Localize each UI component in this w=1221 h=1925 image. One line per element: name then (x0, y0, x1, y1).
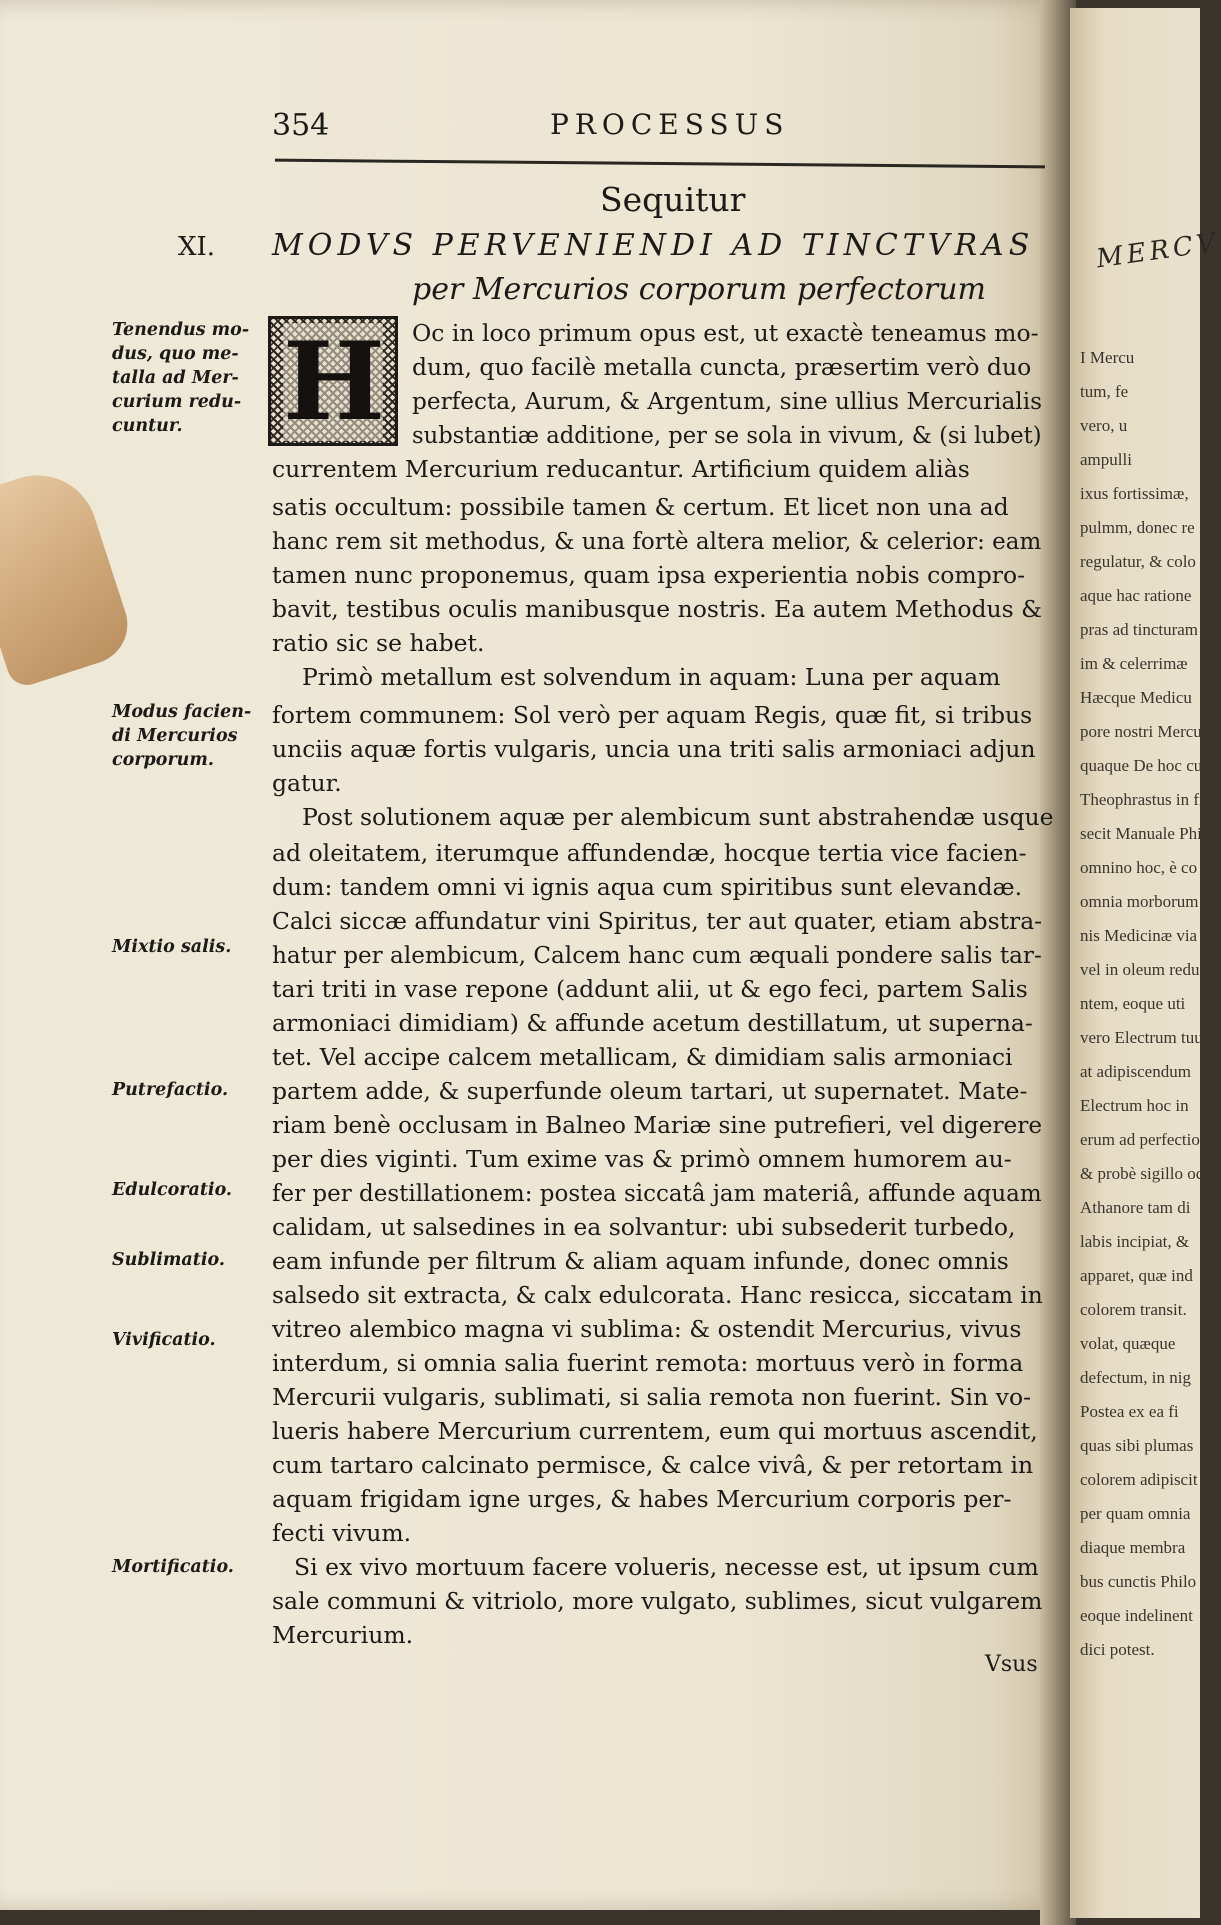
facing-page-line: defectum, in nig (1080, 1368, 1191, 1387)
margin-note-line: Vivificatio. (112, 1330, 216, 1350)
body-line: aquam frigidam igne urges, & habes Mercurium corporis per- (272, 1485, 1012, 1513)
section-kicker: Sequitur (600, 180, 746, 219)
facing-page-line: dici potest. (1080, 1640, 1155, 1659)
facing-page-line: I Mercu (1080, 348, 1135, 367)
body-line: currentem Mercurium reducantur. Artificium quidem aliàs (272, 455, 970, 483)
facing-page-line: Electrum hoc in (1080, 1096, 1189, 1115)
margin-note-line: Edulcoratio. (112, 1180, 233, 1200)
facing-page-line: omnino hoc, è co (1080, 858, 1198, 877)
body-line: Mercurii vulgaris, sublimati, si salia remota non fuerint. Sin vo- (272, 1383, 1032, 1411)
margin-note-line: talla ad Mer- (112, 368, 239, 388)
section-subtitle: per Mercurios corporum perfectorum (412, 272, 986, 307)
body-line: Oc in loco primum opus est, ut exactè teneamus mo- (412, 319, 1039, 347)
margin-note-line: dus, quo me- (112, 344, 239, 364)
body-line: bavit, testibus oculis manibusque nostris. Ea autem Methodus & (272, 595, 1043, 623)
facing-page-line: quaque De hoc cu (1080, 756, 1203, 775)
body-line: per dies viginti. Tum exime vas & primò omnem humorem au- (272, 1145, 1012, 1173)
margin-note-line: corporum. (112, 750, 215, 770)
body-line: ad oleitatem, iterumque affundendæ, hocque tertia vice facien- (272, 839, 1027, 867)
body-line: salsedo sit extracta, & calx edulcorata. Hanc resicca, siccatam in (272, 1281, 1043, 1309)
body-line: substantiæ additione, per se sola in vivum, & (si lubet) (412, 421, 1042, 449)
margin-note (112, 1178, 267, 1202)
body-line: dum: tandem omni vi ignis aqua cum spiritibus sunt elevandæ. (272, 873, 1023, 901)
section-number: XI. (178, 232, 216, 262)
facing-page-heading: MERCV (1094, 227, 1221, 275)
body-line: gatur. (272, 769, 342, 797)
body-line: tari triti in vase repone (addunt alii, ut & ego feci, partem Salis (272, 975, 1028, 1003)
facing-page-line: ntem, eoque uti (1080, 994, 1186, 1013)
facing-page-line: Theophrastus in fi (1080, 790, 1204, 809)
body-line: dum, quo facilè metalla cuncta, præsertim verò duo (412, 353, 1032, 381)
facing-page-line: per quam omnia (1080, 1504, 1191, 1523)
margin-note-line: curium redu- (112, 392, 242, 412)
body-line: ratio sic se habet. (272, 629, 485, 657)
facing-page-line: Hæcque Medicu (1080, 688, 1192, 707)
body-line: eam infunde per filtrum & aliam aquam infunde, donec omnis (272, 1247, 1009, 1275)
body-line: tamen nunc proponemus, quam ipsa experientia nobis compro- (272, 561, 1026, 589)
margin-note (112, 1555, 267, 1579)
margin-note (112, 318, 267, 438)
facing-page-line: colorem transit. (1080, 1300, 1187, 1319)
body-line: hatur per alembicum, Calcem hanc cum æquali pondere salis tar- (272, 941, 1042, 969)
facing-page-line: at adipiscendum (1080, 1062, 1191, 1081)
facing-page-line: Postea ex ea fi (1080, 1402, 1179, 1421)
body-line: Mercurium. (272, 1621, 414, 1649)
facing-page-line: colorem adipiscit (1080, 1470, 1198, 1489)
facing-page-line: pras ad tincturam (1080, 620, 1199, 639)
margin-note-line: cuntur. (112, 416, 183, 436)
facing-page-line: erum ad perfection (1080, 1130, 1209, 1149)
facing-page-line: im & celerrimæ (1080, 654, 1188, 673)
facing-page-line: omnia morborum (1080, 892, 1199, 911)
facing-page-line: ampulli (1080, 450, 1132, 469)
section-title: MODVS PERVENIENDI AD TINCTVRAS (272, 228, 1035, 263)
facing-page-line: bus cunctis Philo (1080, 1572, 1197, 1591)
facing-page-line: & probè sigillo oc (1080, 1164, 1204, 1183)
body-text (272, 0, 1054, 1925)
facing-page-line: quas sibi plumas (1080, 1436, 1194, 1455)
initial-letter: H (283, 319, 386, 445)
body-line: Si ex vivo mortuum facere volueris, necesse est, ut ipsum cum (294, 1553, 1039, 1581)
margin-note (112, 935, 267, 959)
facing-page-line: diaque membra (1080, 1538, 1186, 1557)
margin-note-line: Putrefactio. (112, 1080, 229, 1100)
margin-note-line: Tenendus mo- (112, 320, 250, 340)
facing-page-line: apparet, quæ ind (1080, 1266, 1193, 1285)
body-line: interdum, si omnia salia fuerint remota: mortuus verò in forma (272, 1349, 1024, 1377)
body-line: fortem communem: Sol verò per aquam Regis, quæ fit, si tribus (272, 701, 1033, 729)
body-line: Post solutionem aquæ per alembicum sunt abstrahendæ usque (302, 803, 1054, 831)
body-line: satis occultum: possibile tamen & certum. Et licet non una ad (272, 493, 1009, 521)
margin-note-line: Mortificatio. (112, 1557, 234, 1577)
facing-page-line: nis Medicinæ via (1080, 926, 1198, 945)
catchword: Vsus (985, 1652, 1038, 1677)
body-line: Calci siccæ affundatur vini Spiritus, ter aut quater, etiam abstra- (272, 907, 1043, 935)
facing-page-line: volat, quæque (1080, 1334, 1176, 1353)
body-line: riam benè occlusam in Balneo Mariæ sine putrefieri, vel digerere (272, 1111, 1043, 1139)
margin-note (112, 1078, 267, 1102)
facing-page (1070, 8, 1221, 1918)
facing-page-line: eoque indelinent (1080, 1606, 1193, 1625)
facing-page-line: Athanore tam di (1080, 1198, 1191, 1217)
margin-note-line: Mixtio salis. (112, 937, 232, 957)
body-line: armoniaci dimidiam) & affunde acetum destillatum, ut superna- (272, 1009, 1033, 1037)
facing-page-line: labis incipiat, & (1080, 1232, 1190, 1251)
facing-page-line: vero, u (1080, 416, 1128, 435)
body-line: unciis aquæ fortis vulgaris, uncia una triti salis armoniaci adjun (272, 735, 1036, 763)
running-title: PROCESSUS (550, 108, 790, 141)
body-line: sale communi & vitriolo, more vulgato, sublimes, sicut vulgarem (272, 1587, 1043, 1615)
body-line: fecti vivum. (272, 1519, 412, 1547)
margin-note-line: di Mercurios (112, 726, 238, 746)
body-line: cum tartaro calcinato permisce, & calce vivâ, & per retortam in (272, 1451, 1034, 1479)
facing-page-line: vel in oleum redu (1080, 960, 1200, 979)
facing-page-line: pore nostri Mercur (1080, 722, 1208, 741)
body-line: calidam, ut salsedines in ea solvantur: ubi subsederit turbedo, (272, 1213, 1016, 1241)
body-line: hanc rem sit methodus, & una fortè altera melior, & celerior: eam (272, 527, 1042, 555)
facing-page-line: vero Electrum tuu (1080, 1028, 1203, 1047)
body-line: perfecta, Aurum, & Argentum, sine ullius Mercurialis (412, 387, 1043, 415)
margin-note-line: Modus facien- (112, 702, 252, 722)
margin-note (112, 1328, 267, 1352)
margin-note (112, 1248, 267, 1272)
body-line: vitreo alembico magna vi sublima: & ostendit Mercurius, vivus (272, 1315, 1022, 1343)
facing-page-line: pulmm, donec re (1080, 518, 1195, 537)
facing-page-line: tum, fe (1080, 382, 1129, 401)
body-line: fer per destillationem: postea siccatâ jam materiâ, affunde aquam (272, 1179, 1042, 1207)
margin-note (112, 700, 267, 772)
facing-page-line: ixus fortissimæ, (1080, 484, 1189, 503)
body-line: partem adde, & superfunde oleum tartari, ut supernatet. Mate- (272, 1077, 1028, 1105)
page-number: 354 (272, 108, 330, 143)
body-line: tet. Vel accipe calcem metallicam, & dimidiam salis armoniaci (272, 1043, 1013, 1071)
facing-page-line: regulatur, & colo (1080, 552, 1196, 571)
body-line: Primò metallum est solvendum in aquam: Luna per aquam (302, 663, 1001, 691)
facing-page-line: secit Manuale Phil (1080, 824, 1207, 843)
margin-note-line: Sublimatio. (112, 1250, 225, 1270)
facing-page-line: aque hac ratione (1080, 586, 1192, 605)
body-line: lueris habere Mercurium currentem, eum qui mortuus ascendit, (272, 1417, 1038, 1445)
